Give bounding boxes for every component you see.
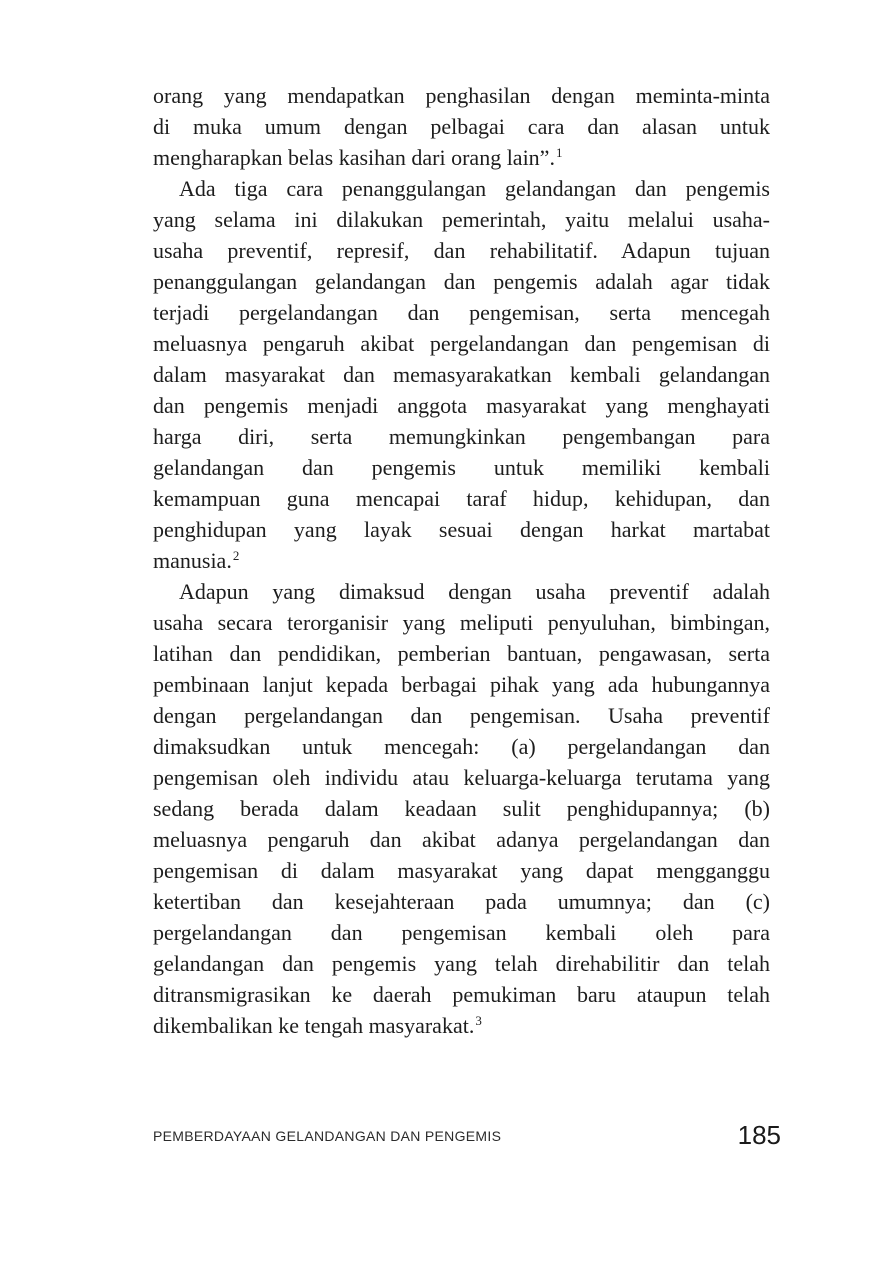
text-line: sedang berada dalam keadaan sulit penghidupannya; (b): [153, 796, 770, 821]
footnote-ref: 2: [232, 547, 240, 563]
text-line: gelandangan dan pengemis untuk memiliki kembali: [153, 455, 770, 480]
text-line: [153, 545, 770, 576]
text-line: orang yang mendapatkan penghasilan dengan meminta-minta: [153, 83, 770, 108]
text-line: dimaksudkan untuk mencegah: (a) pergelandangan dan: [153, 734, 770, 759]
text-line: usaha preventif, represif, dan rehabilitatif. Adapun tujuan: [153, 238, 770, 263]
text-line: penanggulangan gelandangan dan pengemis adalah agar tidak: [153, 269, 770, 294]
text: dikembalikan ke tengah masyarakat.: [153, 1013, 475, 1038]
text: manusia.: [153, 548, 232, 573]
text-line: kemampuan guna mencapai taraf hidup, kehidupan, dan: [153, 486, 770, 511]
footnote-ref: 1: [555, 144, 563, 160]
footer-page-number: 185: [737, 1120, 781, 1150]
text-line: pengemisan di dalam masyarakat yang dapat mengganggu: [153, 858, 770, 883]
text-line: harga diri, serta memungkinkan pengembangan para: [153, 424, 770, 449]
text: mengharapkan belas kasihan dari orang lain”.: [153, 145, 555, 170]
text-line: pembinaan lanjut kepada berbagai pihak yang ada hubungannya: [153, 672, 770, 697]
text-line: dalam masyarakat dan memasyarakatkan kembali gelandangan: [153, 362, 770, 387]
text-line: meluasnya pengaruh dan akibat adanya pergelandangan dan: [153, 827, 770, 852]
footer-running-title: PEMBERDAYAAN GELANDANGAN DAN PENGEMIS: [153, 1128, 502, 1144]
paragraph: [153, 173, 770, 576]
text-line: pergelandangan dan pengemisan kembali oleh para: [153, 920, 770, 945]
text-line: Adapun yang dimaksud dengan usaha preventif adalah: [179, 579, 770, 604]
text-line: pengemisan oleh individu atau keluarga-keluarga terutama yang: [153, 765, 770, 790]
text-line: dengan pergelandangan dan pengemisan. Usaha preventif: [153, 703, 770, 728]
text-line: meluasnya pengaruh akibat pergelandangan dan pengemisan di: [153, 331, 770, 356]
text-line: Ada tiga cara penanggulangan gelandangan dan pengemis: [179, 176, 770, 201]
text-line: [153, 142, 770, 173]
text-line: ketertiban dan kesejahteraan pada umumnya; dan (c): [153, 889, 770, 914]
text-line: ditransmigrasikan ke daerah pemukiman baru ataupun telah: [153, 982, 770, 1007]
text-line: penghidupan yang layak sesuai dengan harkat martabat: [153, 517, 770, 542]
text-line: terjadi pergelandangan dan pengemisan, serta mencegah: [153, 300, 770, 325]
text-line: [153, 1010, 770, 1041]
text-line: dan pengemis menjadi anggota masyarakat yang menghayati: [153, 393, 770, 418]
paragraph: [153, 80, 770, 173]
text-block: [153, 80, 770, 1041]
text-line: usaha secara terorganisir yang meliputi penyuluhan, bimbingan,: [153, 610, 770, 635]
text-line: yang selama ini dilakukan pemerintah, yaitu melalui usaha-: [153, 207, 770, 232]
text-line: di muka umum dengan pelbagai cara dan alasan untuk: [153, 114, 770, 139]
text-line: latihan dan pendidikan, pemberian bantuan, pengawasan, serta: [153, 641, 770, 666]
footnote-ref: 3: [475, 1012, 482, 1028]
paragraph: [153, 576, 770, 1041]
text-line: gelandangan dan pengemis yang telah direhabilitir dan telah: [153, 951, 770, 976]
